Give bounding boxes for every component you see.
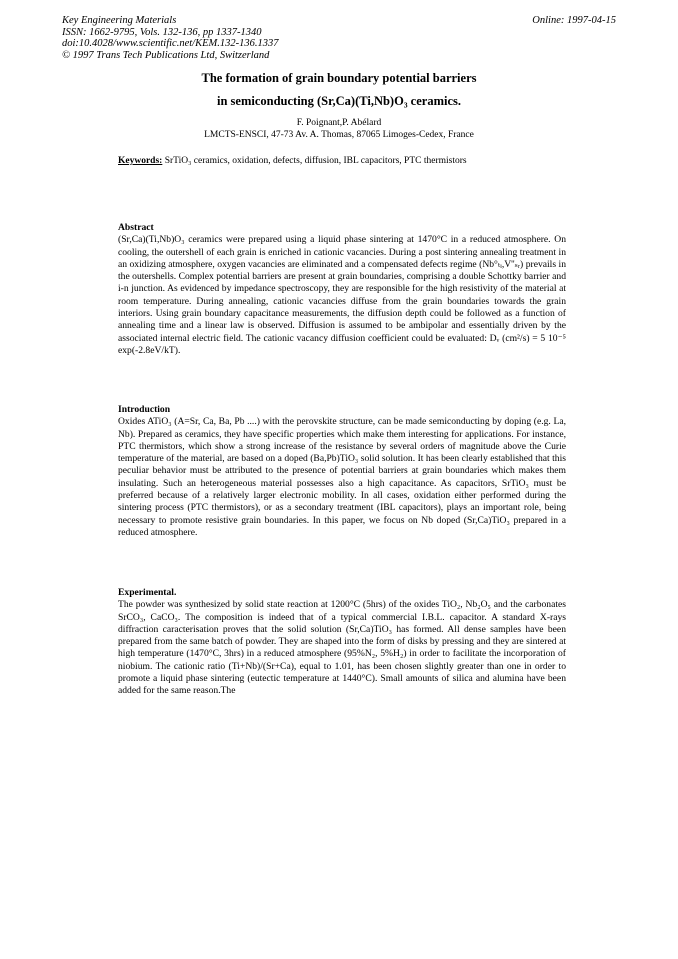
journal-name: Key Engineering Materials bbox=[62, 15, 177, 26]
doi-line: doi:10.4028/www.scientific.net/KEM.132-136.1337 bbox=[62, 38, 279, 49]
keywords-label: Keywords: bbox=[118, 156, 163, 166]
introduction-heading: Introduction bbox=[118, 404, 171, 415]
introduction-text: Oxides ATiO₃ (A=Sr, Ca, Ba, Pb ....) with the perovskite structure, can be made semiconducting by doping (e.g. La, Nb). Prepared as ceramics, they have specific properties which make them interesting for applications. For instance, PTC thermistors, which show a strong increase of the resistance by several orders of magnitude above the Curie temperature of the material, are based on a doped (Ba,Pb)TiO₃ solid solution. It has been clearly established that this peculiar behavior must be attributed to the presence of potential barriers at grain boundaries which makes them insulating. Such an heterogeneous material possesses also a high capacitance. As capacitors, SrTiO₃ must be preferred because of a relatively larger electronic mobility. In all cases, oxidation either performed during the sintering process (PTC thermistors), or as a secondary treatment (IBL capacitors), plays an important role, being necessary to promote resistive grain boundaries. In this paper, we focus on Nb doped (Sr,Ca)TiO₃ prepared in a reduced atmosphere. bbox=[118, 416, 566, 538]
keywords-text: SrTiO₃ ceramics, oxidation, defects, diffusion, IBL capacitors, PTC thermistors bbox=[164, 156, 467, 166]
experimental-heading: Experimental. bbox=[118, 587, 177, 598]
abstract-heading: Abstract bbox=[118, 222, 154, 233]
author-names: F. Poignant,P. Abélard bbox=[296, 118, 382, 128]
authors-block bbox=[0, 117, 678, 141]
issn-line: ISSN: 1662-9795, Vols. 132-136, pp 1337-1340 bbox=[62, 26, 262, 38]
author-affiliation: LMCTS-ENSCI, 47-73 Av. A. Thomas, 87065 Limoges-Cedex, France bbox=[204, 130, 474, 140]
abstract-section bbox=[118, 222, 566, 357]
paper-title-line-2: in semiconducting (Sr,Ca)(Ti,Nb)O₃ ceramics. bbox=[216, 94, 462, 108]
abstract-text: (Sr,Ca)(Ti,Nb)O₃ ceramics were prepared using a liquid phase sintering at 1470°C in a reduced atmosphere. On cooling, the outershell of each grain is enriched in cationic vacancies. During a post sintering annealing treatment in an oxidizing atmosphere, oxygen vacancies are eliminated and a compensated defects regime (Nb°ₜᵢ,V''ₛᵣ) prevails in the outershells. Complex potential barriers are present at grain boundaries, comprising a double Schottky barrier and i-n junction. As evidenced by impedance spectroscopy, they are responsible for the high resistivity of the material at room temperature. During annealing, cationic vacancies diffuse from the grain boundaries towards the grain interiors. Using grain boundary capacitance measurements, the diffusion depth could be followed as a function of annealing time and a linear law is observed. Diffusion is assumed to be ambipolar and essentially driven by the associated internal electric field. The cationic vacancy diffusion coefficient could be evaluated: Dᵥ (cm²/s) = 5 10⁻⁵ exp(-2.8eV/kT). bbox=[118, 234, 566, 356]
experimental-text: The powder was synthesized by solid state reaction at 1200°C (5hrs) of the oxides TiO₂, Nb₂O₅ and the carbonates SrCO₃, CaCO₃. The composition is indeed that of a typical commercial I.B.L. capacitor. A standard X-rays diffraction caracterisation proves that the solid solution (Sr,Ca)TiO₃ has formed. All dense samples have been prepared from the same batch of powder. They are shaped into the form of disks by pressing and they are sintered at high temperature (1470°C, 3hrs) in a reduced atmosphere (95%N₂, 5%H₂) in order to facilitate the incorporation of niobium. The cationic ratio (Ti+Nb)/(Sr+Ca), equal to 1.01, has been chosen slightly greater than one in order to promote a liquid phase sintering (eutectic temperature at 1440°C). Small amounts of silica and alumina have been added for the same reason.The bbox=[118, 599, 566, 697]
keywords-line bbox=[118, 156, 568, 166]
publication-header bbox=[62, 15, 279, 61]
copyright-line: © 1997 Trans Tech Publications Ltd, Switzerland bbox=[62, 49, 270, 61]
introduction-section bbox=[118, 404, 566, 539]
experimental-section bbox=[118, 587, 566, 698]
paper-title-line-1: The formation of grain boundary potential barriers bbox=[201, 71, 477, 85]
online-date: Online: 1997-04-15 bbox=[532, 15, 616, 26]
